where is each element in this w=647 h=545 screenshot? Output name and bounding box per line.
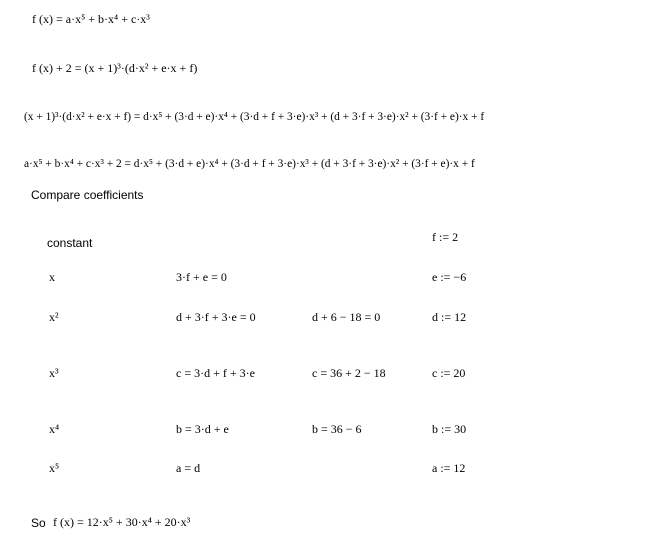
equation-x2: d + 3·f + 3·e = 0 [176,310,256,324]
equation-combined: a·x⁵ + b·x⁴ + c·x³ + 2 = d·x⁵ + (3·d + e)·x⁴ + (3·d + f + 3·e)·x³ + (d + 3·f + 3·e)·x² + (3·f + e)·x + f [24,158,475,170]
conclusion-expression: f (x) = 12·x⁵ + 30·x⁴ + 20·x³ [53,515,191,529]
equation-x4: b = 3·d + e [176,422,229,436]
equation-f-definition: f (x) = a·x⁵ + b·x⁴ + c·x³ [32,12,150,26]
equation-x: 3·f + e = 0 [176,270,227,284]
compare-label: Compare coefficients [31,188,144,202]
conclusion-prefix: So [31,516,46,530]
equation-f-plus-two: f (x) + 2 = (x + 1)³·(d·x² + e·x + f) [32,61,198,75]
equation-expansion: (x + 1)³·(d·x² + e·x + f) = d·x⁵ + (3·d + e)·x⁴ + (3·d + f + 3·e)·x³ + (d + 3·f + 3·e)·x² + (3·f + e)·x + f [24,111,485,123]
term-x3: x³ [49,366,59,380]
substitution-x2: d + 6 − 18 = 0 [312,310,381,324]
term-x5: x⁵ [49,461,60,475]
term-x: x [49,270,55,284]
equation-x3: c = 3·d + f + 3·e [176,366,255,380]
substitution-x4: b = 36 − 6 [312,422,362,436]
term-x2: x² [49,310,59,324]
result-f: f := 2 [432,230,459,244]
term-constant: constant [47,236,93,250]
result-a: a := 12 [432,461,466,475]
result-b: b := 30 [432,422,467,436]
substitution-x3: c = 36 + 2 − 18 [312,366,386,380]
result-c: c := 20 [432,366,466,380]
result-d: d := 12 [432,310,467,324]
term-x4: x⁴ [49,422,60,436]
equation-x5: a = d [176,461,201,475]
result-e: e := −6 [432,270,467,284]
